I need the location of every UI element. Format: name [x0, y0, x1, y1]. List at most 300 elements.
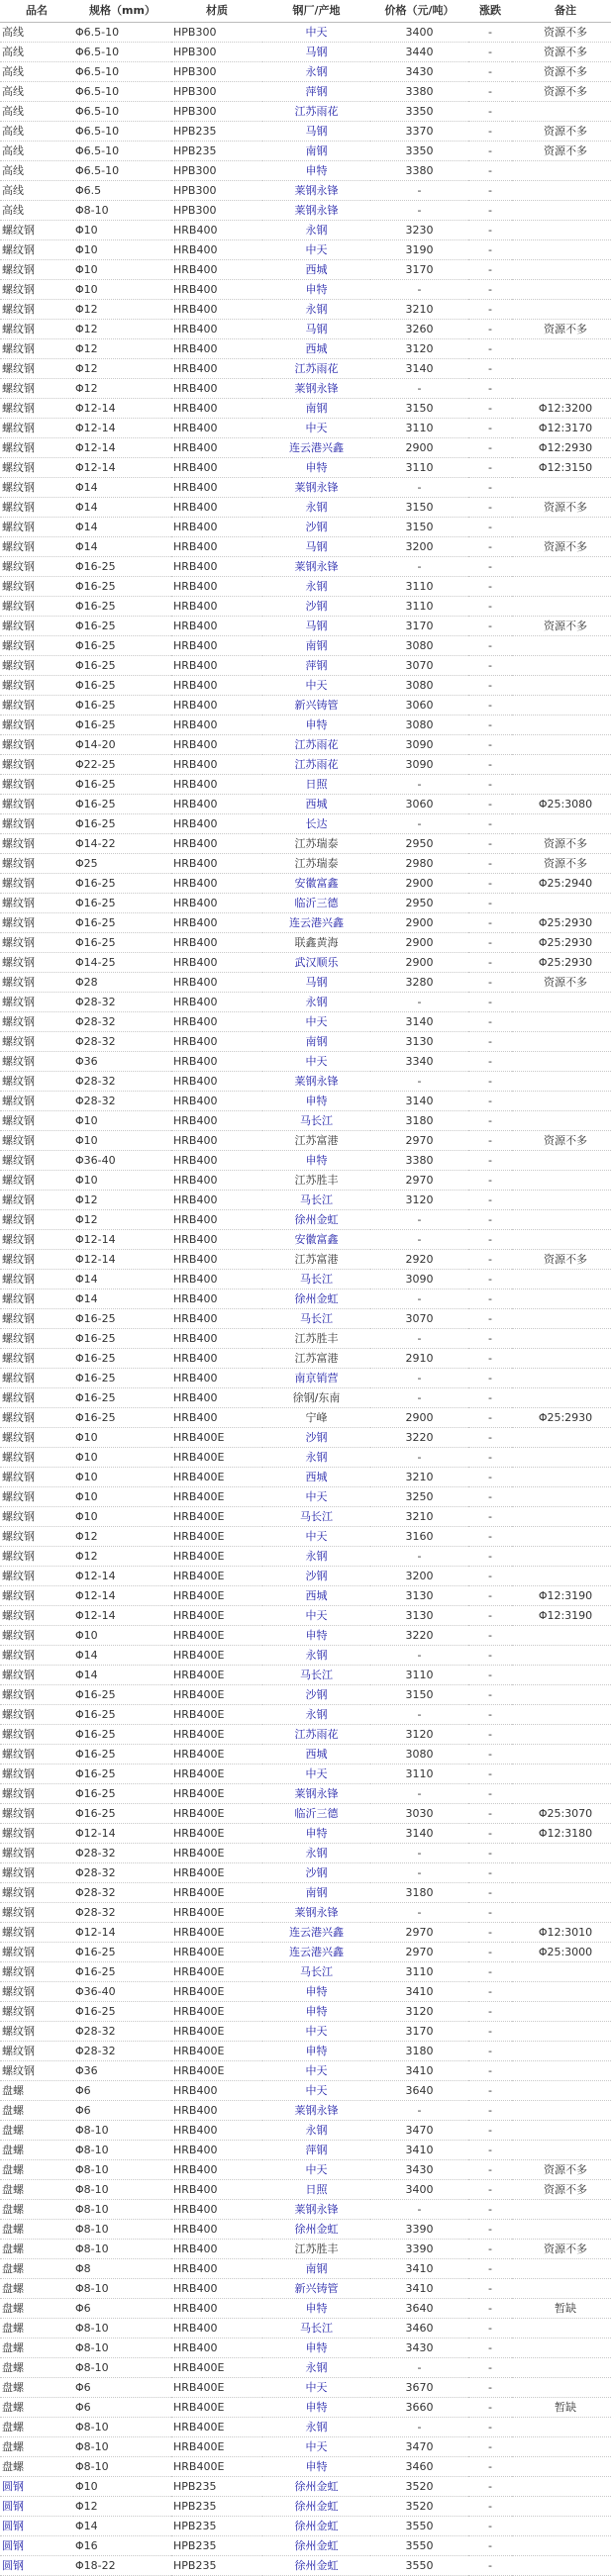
- steel-mill-cell[interactable]: 南钢: [262, 399, 370, 419]
- steel-mill-cell[interactable]: 西城: [262, 1745, 370, 1765]
- product-name-cell: 螺纹钢: [0, 1369, 73, 1388]
- product-name-cell: 螺纹钢: [0, 617, 73, 636]
- table-row: [0, 1507, 611, 1527]
- steel-mill-cell[interactable]: 莱钢永锋: [262, 379, 370, 399]
- spec-cell: Φ16-25: [73, 1408, 171, 1428]
- remarks-cell: [512, 2200, 611, 2220]
- steel-mill-cell[interactable]: 申特: [262, 2299, 370, 2319]
- steel-mill-cell[interactable]: 江苏雨花: [262, 359, 370, 379]
- product-name-cell: 盘螺: [0, 2240, 73, 2259]
- product-name-cell: 螺纹钢: [0, 1210, 73, 1230]
- table-row: [0, 2042, 611, 2061]
- product-name-cell[interactable]: 圆钢: [0, 2517, 73, 2536]
- table-row: [0, 894, 611, 913]
- change-cell: -: [468, 1646, 512, 1666]
- remarks-cell: [512, 240, 611, 260]
- steel-mill-cell[interactable]: 马钢: [262, 43, 370, 62]
- spec-cell: Φ28-32: [73, 1903, 171, 1923]
- table-row: [0, 2240, 611, 2259]
- product-name-cell: 螺纹钢: [0, 1448, 73, 1468]
- remarks-cell: Φ12:2930: [512, 438, 611, 458]
- steel-mill-cell[interactable]: 永钢: [262, 993, 370, 1012]
- product-name-cell: 高线: [0, 142, 73, 161]
- table-row: [0, 557, 611, 577]
- change-cell: -: [468, 1032, 512, 1052]
- steel-mill-cell[interactable]: 中天: [262, 23, 370, 43]
- spec-cell: Φ6.5-10: [73, 142, 171, 161]
- steel-mill-cell[interactable]: 马长江: [262, 2319, 370, 2338]
- steel-mill-cell[interactable]: 西城: [262, 795, 370, 814]
- table-row: [0, 775, 611, 795]
- price-cell: 3110: [370, 597, 468, 617]
- steel-mill-cell[interactable]: 临沂三德: [262, 1804, 370, 1824]
- spec-cell: Φ6.5: [73, 181, 171, 201]
- price-cell: 3390: [370, 2240, 468, 2259]
- steel-mill-cell[interactable]: 沙钢: [262, 597, 370, 617]
- product-name-cell: 螺纹钢: [0, 735, 73, 755]
- steel-mill-cell[interactable]: 中天: [262, 2061, 370, 2081]
- product-name-cell: 螺纹钢: [0, 1111, 73, 1131]
- steel-mill-cell[interactable]: 中天: [262, 2022, 370, 2042]
- material-cell: HRB400: [171, 577, 262, 597]
- spec-cell: Φ8-10: [73, 2437, 171, 2457]
- change-cell: -: [468, 1408, 512, 1428]
- remarks-cell: [512, 2081, 611, 2101]
- price-cell: 2920: [370, 1250, 468, 1270]
- price-cell: 2900: [370, 874, 468, 894]
- steel-mill-cell[interactable]: 安徽富鑫: [262, 874, 370, 894]
- steel-mill-cell[interactable]: 马钢: [262, 617, 370, 636]
- table-row: [0, 2022, 611, 2042]
- spec-cell: Φ14: [73, 478, 171, 498]
- change-cell: -: [468, 2536, 512, 2556]
- table-row: [0, 993, 611, 1012]
- change-cell: -: [468, 458, 512, 478]
- price-cell: 3170: [370, 2022, 468, 2042]
- steel-mill-cell[interactable]: 申特: [262, 458, 370, 478]
- spec-cell: Φ6.5-10: [73, 161, 171, 181]
- steel-mill-cell[interactable]: 西城: [262, 260, 370, 280]
- change-cell: -: [468, 2437, 512, 2457]
- steel-mill-cell[interactable]: 连云港兴鑫: [262, 1923, 370, 1943]
- steel-mill-cell: 宁峰: [262, 1408, 370, 1428]
- steel-mill-cell[interactable]: 马长江: [262, 1962, 370, 1982]
- steel-mill-cell[interactable]: 西城: [262, 339, 370, 359]
- change-cell: -: [468, 2338, 512, 2358]
- price-cell: 3080: [370, 1745, 468, 1765]
- steel-mill-cell[interactable]: 徐州金虹: [262, 1289, 370, 1309]
- steel-mill-cell[interactable]: 萍钢: [262, 2141, 370, 2160]
- table-row: [0, 1567, 611, 1586]
- change-cell: -: [468, 1606, 512, 1626]
- product-name-cell: 螺纹钢: [0, 894, 73, 913]
- steel-mill-cell[interactable]: 申特: [262, 1824, 370, 1844]
- table-row: [0, 518, 611, 537]
- steel-mill-cell[interactable]: 永钢: [262, 1646, 370, 1666]
- change-cell: -: [468, 2556, 512, 2576]
- price-cell: 3350: [370, 102, 468, 122]
- remarks-cell: [512, 2101, 611, 2121]
- spec-cell: Φ8-10: [73, 2220, 171, 2240]
- change-cell: -: [468, 2398, 512, 2418]
- steel-mill-cell[interactable]: 沙钢: [262, 1567, 370, 1586]
- steel-mill-cell[interactable]: 莱钢永锋: [262, 2101, 370, 2121]
- steel-mill-cell[interactable]: 申特: [262, 2042, 370, 2061]
- steel-mill-cell[interactable]: 马长江: [262, 1270, 370, 1289]
- product-name-cell: 盘螺: [0, 2121, 73, 2141]
- steel-mill-cell[interactable]: 徐州金虹: [262, 2497, 370, 2517]
- product-name-cell[interactable]: 圆钢: [0, 2536, 73, 2556]
- steel-mill-cell[interactable]: 马长江: [262, 1666, 370, 1685]
- product-name-cell: 螺纹钢: [0, 1289, 73, 1309]
- product-name-cell: 螺纹钢: [0, 458, 73, 478]
- price-cell: -: [370, 1844, 468, 1863]
- material-cell: HPB235: [171, 2517, 262, 2536]
- table-row: [0, 874, 611, 894]
- change-cell: -: [468, 1784, 512, 1804]
- remarks-cell: [512, 1230, 611, 1250]
- steel-mill-cell[interactable]: 南钢: [262, 636, 370, 656]
- steel-mill-cell[interactable]: 莱钢永锋: [262, 478, 370, 498]
- remarks-cell: Φ25:2930: [512, 1408, 611, 1428]
- product-name-cell: 螺纹钢: [0, 577, 73, 597]
- price-cell: -: [370, 1646, 468, 1666]
- steel-mill-cell[interactable]: 徐州金虹: [262, 2517, 370, 2536]
- spec-cell: Φ36-40: [73, 1982, 171, 2002]
- price-cell: 3200: [370, 537, 468, 557]
- steel-mill-cell[interactable]: 申特: [262, 716, 370, 735]
- material-cell: HRB400E: [171, 1923, 262, 1943]
- price-cell: 2950: [370, 834, 468, 854]
- steel-mill-cell[interactable]: 日照: [262, 2180, 370, 2200]
- steel-mill-cell[interactable]: 中天: [262, 240, 370, 260]
- steel-mill-cell[interactable]: 申特: [262, 2398, 370, 2418]
- steel-mill-cell[interactable]: 中天: [262, 1052, 370, 1072]
- steel-mill-cell[interactable]: 莱钢永锋: [262, 201, 370, 221]
- remarks-cell: [512, 1468, 611, 1487]
- product-name-cell: 螺纹钢: [0, 814, 73, 834]
- steel-mill-cell[interactable]: 江苏雨花: [262, 1725, 370, 1745]
- price-cell: 3180: [370, 2042, 468, 2061]
- steel-mill-cell[interactable]: 申特: [262, 1151, 370, 1171]
- change-cell: -: [468, 320, 512, 339]
- spec-cell: Φ14: [73, 1289, 171, 1309]
- steel-mill-cell[interactable]: 莱钢永锋: [262, 557, 370, 577]
- table-row: [0, 2121, 611, 2141]
- steel-mill-cell[interactable]: 申特: [262, 1092, 370, 1111]
- steel-mill-cell[interactable]: 江苏雨花: [262, 735, 370, 755]
- steel-mill-cell[interactable]: 西城: [262, 1468, 370, 1487]
- table-row: [0, 1982, 611, 2002]
- table-row: [0, 2101, 611, 2121]
- table-row: [0, 2160, 611, 2180]
- table-row: [0, 2437, 611, 2457]
- steel-mill-cell[interactable]: 武汉顺乐: [262, 953, 370, 973]
- spec-cell: Φ12: [73, 359, 171, 379]
- spec-cell: Φ12: [73, 1210, 171, 1230]
- change-cell: -: [468, 953, 512, 973]
- steel-mill-cell[interactable]: 沙钢: [262, 1863, 370, 1883]
- spec-cell: Φ8-10: [73, 2418, 171, 2437]
- steel-mill-cell[interactable]: 马钢: [262, 973, 370, 993]
- steel-mill-cell[interactable]: 马长江: [262, 1507, 370, 1527]
- steel-mill-cell[interactable]: 永钢: [262, 577, 370, 597]
- steel-mill-cell[interactable]: 永钢: [262, 2418, 370, 2437]
- change-cell: -: [468, 1329, 512, 1349]
- steel-mill-cell[interactable]: 连云港兴鑫: [262, 1943, 370, 1962]
- steel-mill-cell[interactable]: 马长江: [262, 1191, 370, 1210]
- remarks-cell: 资源不多: [512, 2240, 611, 2259]
- steel-mill-cell[interactable]: 永钢: [262, 1547, 370, 1567]
- remarks-cell: [512, 1527, 611, 1547]
- price-cell: 3110: [370, 419, 468, 438]
- steel-mill-cell[interactable]: 中天: [262, 2378, 370, 2398]
- steel-mill-cell[interactable]: 南京销营: [262, 1369, 370, 1388]
- material-cell: HRB400E: [171, 1863, 262, 1883]
- material-cell: HRB400: [171, 2259, 262, 2279]
- table-row: [0, 359, 611, 379]
- steel-mill-cell[interactable]: 徐州金虹: [262, 2477, 370, 2497]
- steel-mill-cell[interactable]: 日照: [262, 775, 370, 795]
- material-cell: HRB400E: [171, 2061, 262, 2081]
- steel-mill-cell[interactable]: 南钢: [262, 2259, 370, 2279]
- steel-mill-cell[interactable]: 申特: [262, 1982, 370, 2002]
- steel-mill-cell[interactable]: 莱钢永锋: [262, 1903, 370, 1923]
- remarks-cell: [512, 1705, 611, 1725]
- material-cell: HRB400E: [171, 2022, 262, 2042]
- product-name-cell[interactable]: 圆钢: [0, 2477, 73, 2497]
- steel-mill-cell[interactable]: 沙钢: [262, 1685, 370, 1705]
- steel-mill-cell: 江苏瑞泰: [262, 834, 370, 854]
- steel-mill-cell[interactable]: 徐州金虹: [262, 2536, 370, 2556]
- remarks-cell: [512, 1270, 611, 1289]
- steel-mill-cell[interactable]: 永钢: [262, 1844, 370, 1863]
- spec-cell: Φ28: [73, 973, 171, 993]
- change-cell: -: [468, 1982, 512, 2002]
- remarks-cell: 资源不多: [512, 498, 611, 518]
- change-cell: -: [468, 894, 512, 913]
- steel-mill-cell[interactable]: 徐州金虹: [262, 1210, 370, 1230]
- steel-mill-cell[interactable]: 申特: [262, 2457, 370, 2477]
- material-cell: HRB400: [171, 1289, 262, 1309]
- steel-mill-cell[interactable]: 申特: [262, 2002, 370, 2022]
- steel-mill-cell[interactable]: 马钢: [262, 537, 370, 557]
- table-row: [0, 1745, 611, 1765]
- material-cell: HRB400: [171, 1111, 262, 1131]
- table-row: [0, 2061, 611, 2081]
- steel-mill-cell[interactable]: 中天: [262, 1527, 370, 1547]
- remarks-cell: 资源不多: [512, 320, 611, 339]
- price-cell: -: [370, 1369, 468, 1388]
- spec-cell: Φ16-25: [73, 1784, 171, 1804]
- price-cell: 3180: [370, 1111, 468, 1131]
- steel-mill-cell[interactable]: 永钢: [262, 1705, 370, 1725]
- steel-mill-cell[interactable]: 永钢: [262, 1448, 370, 1468]
- steel-mill-cell[interactable]: 永钢: [262, 62, 370, 82]
- change-cell: -: [468, 43, 512, 62]
- price-cell: 3150: [370, 498, 468, 518]
- price-cell: 3640: [370, 2081, 468, 2101]
- product-name-cell: 螺纹钢: [0, 1270, 73, 1289]
- spec-cell: Φ28-32: [73, 1012, 171, 1032]
- steel-mill-cell[interactable]: 中天: [262, 1606, 370, 1626]
- material-cell: HRB400: [171, 1151, 262, 1171]
- table-row: [0, 1468, 611, 1487]
- remarks-cell: 资源不多: [512, 2160, 611, 2180]
- header-steel-mill: 钢厂/产地: [262, 0, 370, 23]
- steel-mill-cell[interactable]: 长达: [262, 814, 370, 834]
- steel-mill-cell[interactable]: 南钢: [262, 1883, 370, 1903]
- steel-mill-cell[interactable]: 中天: [262, 1487, 370, 1507]
- steel-mill-cell[interactable]: 新兴铸管: [262, 2279, 370, 2299]
- material-cell: HRB400E: [171, 2437, 262, 2457]
- remarks-cell: [512, 2556, 611, 2576]
- price-cell: -: [370, 201, 468, 221]
- remarks-cell: [512, 379, 611, 399]
- steel-mill-cell[interactable]: 临沂三德: [262, 894, 370, 913]
- product-name-cell: 螺纹钢: [0, 1666, 73, 1685]
- spec-cell: Φ14: [73, 1270, 171, 1289]
- steel-mill-cell[interactable]: 江苏雨花: [262, 102, 370, 122]
- material-cell: HRB400: [171, 696, 262, 716]
- steel-mill-cell[interactable]: 中天: [262, 2437, 370, 2457]
- material-cell: HPB300: [171, 62, 262, 82]
- steel-mill-cell[interactable]: 连云港兴鑫: [262, 438, 370, 458]
- steel-mill-cell[interactable]: 江苏雨花: [262, 755, 370, 775]
- spec-cell: Φ16-25: [73, 775, 171, 795]
- table-row: [0, 2338, 611, 2358]
- table-header-row: [0, 0, 611, 23]
- spec-cell: Φ12: [73, 339, 171, 359]
- spec-cell: Φ16-25: [73, 1725, 171, 1745]
- steel-mill-cell[interactable]: 莱钢永锋: [262, 181, 370, 201]
- steel-mill-cell[interactable]: 南钢: [262, 1032, 370, 1052]
- product-name-cell[interactable]: 圆钢: [0, 2497, 73, 2517]
- steel-mill-cell[interactable]: 中天: [262, 419, 370, 438]
- change-cell: -: [468, 2319, 512, 2338]
- spec-cell: Φ10: [73, 1468, 171, 1487]
- steel-mill-cell[interactable]: 永钢: [262, 300, 370, 320]
- price-cell: -: [370, 814, 468, 834]
- remarks-cell: [512, 696, 611, 716]
- steel-mill-cell[interactable]: 永钢: [262, 2121, 370, 2141]
- steel-mill-cell[interactable]: 徐州金虹: [262, 2220, 370, 2240]
- change-cell: -: [468, 913, 512, 933]
- steel-mill-cell[interactable]: 马钢: [262, 122, 370, 142]
- steel-mill-cell[interactable]: 南钢: [262, 142, 370, 161]
- spec-cell: Φ10: [73, 1131, 171, 1151]
- table-row: [0, 1943, 611, 1962]
- product-name-cell: 高线: [0, 181, 73, 201]
- steel-mill-cell[interactable]: 马钢: [262, 320, 370, 339]
- remarks-cell: Φ12:3180: [512, 1824, 611, 1844]
- spec-cell: Φ6: [73, 2378, 171, 2398]
- change-cell: -: [468, 1487, 512, 1507]
- material-cell: HRB400: [171, 2279, 262, 2299]
- steel-mill-cell[interactable]: 沙钢: [262, 518, 370, 537]
- material-cell: HRB400: [171, 973, 262, 993]
- product-name-cell: 盘螺: [0, 2437, 73, 2457]
- table-row: [0, 1428, 611, 1448]
- change-cell: -: [468, 2457, 512, 2477]
- steel-mill-cell[interactable]: 莱钢永锋: [262, 1072, 370, 1092]
- steel-mill-cell[interactable]: 沙钢: [262, 1428, 370, 1448]
- steel-mill-cell[interactable]: 中天: [262, 1012, 370, 1032]
- material-cell: HRB400: [171, 617, 262, 636]
- spec-cell: Φ12-14: [73, 399, 171, 419]
- price-cell: 3400: [370, 2180, 468, 2200]
- steel-mill-cell[interactable]: 莱钢永锋: [262, 1784, 370, 1804]
- product-name-cell: 螺纹钢: [0, 1527, 73, 1547]
- steel-mill-cell[interactable]: 连云港兴鑫: [262, 913, 370, 933]
- remarks-cell: [512, 1745, 611, 1765]
- steel-mill-cell[interactable]: 新兴铸管: [262, 696, 370, 716]
- price-cell: 3120: [370, 1191, 468, 1210]
- steel-mill-cell[interactable]: 萍钢: [262, 82, 370, 102]
- steel-mill-cell[interactable]: 中天: [262, 676, 370, 696]
- change-cell: -: [468, 122, 512, 142]
- material-cell: HRB400: [171, 359, 262, 379]
- price-cell: -: [370, 1863, 468, 1883]
- product-name-cell[interactable]: 圆钢: [0, 2556, 73, 2576]
- steel-mill-cell[interactable]: 马长江: [262, 1309, 370, 1329]
- steel-mill-cell[interactable]: 中天: [262, 1765, 370, 1784]
- steel-mill-cell[interactable]: 安徽富鑫: [262, 1230, 370, 1250]
- remarks-cell: [512, 814, 611, 834]
- change-cell: -: [468, 1863, 512, 1883]
- change-cell: -: [468, 2259, 512, 2279]
- steel-mill-cell[interactable]: 中天: [262, 2160, 370, 2180]
- product-name-cell: 盘螺: [0, 2338, 73, 2358]
- price-cell: 3120: [370, 1725, 468, 1745]
- steel-mill-cell[interactable]: 永钢: [262, 221, 370, 240]
- change-cell: -: [468, 1270, 512, 1289]
- spec-cell: Φ16-25: [73, 1349, 171, 1369]
- table-row: [0, 82, 611, 102]
- change-cell: -: [468, 1428, 512, 1448]
- table-row: [0, 1586, 611, 1606]
- steel-mill-cell[interactable]: 中天: [262, 2081, 370, 2101]
- material-cell: HPB300: [171, 161, 262, 181]
- price-cell: 2900: [370, 913, 468, 933]
- price-cell: 3550: [370, 2536, 468, 2556]
- spec-cell: Φ12: [73, 379, 171, 399]
- price-cell: 3210: [370, 300, 468, 320]
- steel-mill-cell[interactable]: 申特: [262, 1626, 370, 1646]
- steel-mill-cell[interactable]: 申特: [262, 2338, 370, 2358]
- table-row: [0, 716, 611, 735]
- table-row: [0, 735, 611, 755]
- steel-mill-cell[interactable]: 申特: [262, 280, 370, 300]
- price-cell: -: [370, 2418, 468, 2437]
- price-cell: 3380: [370, 1151, 468, 1171]
- steel-mill-cell[interactable]: 申特: [262, 161, 370, 181]
- change-cell: -: [468, 716, 512, 735]
- steel-mill-cell[interactable]: 莱钢永锋: [262, 2200, 370, 2220]
- material-cell: HRB400: [171, 597, 262, 617]
- price-cell: 3390: [370, 2220, 468, 2240]
- steel-mill-cell[interactable]: 永钢: [262, 2358, 370, 2378]
- steel-mill-cell[interactable]: 西城: [262, 1586, 370, 1606]
- steel-mill-cell[interactable]: 永钢: [262, 498, 370, 518]
- change-cell: -: [468, 2061, 512, 2081]
- product-name-cell: 螺纹钢: [0, 1844, 73, 1863]
- remarks-cell: [512, 518, 611, 537]
- table-row: [0, 2517, 611, 2536]
- steel-mill-cell[interactable]: 萍钢: [262, 656, 370, 676]
- steel-mill-cell[interactable]: 马长江: [262, 1111, 370, 1131]
- steel-mill-cell[interactable]: 徐州金虹: [262, 2556, 370, 2576]
